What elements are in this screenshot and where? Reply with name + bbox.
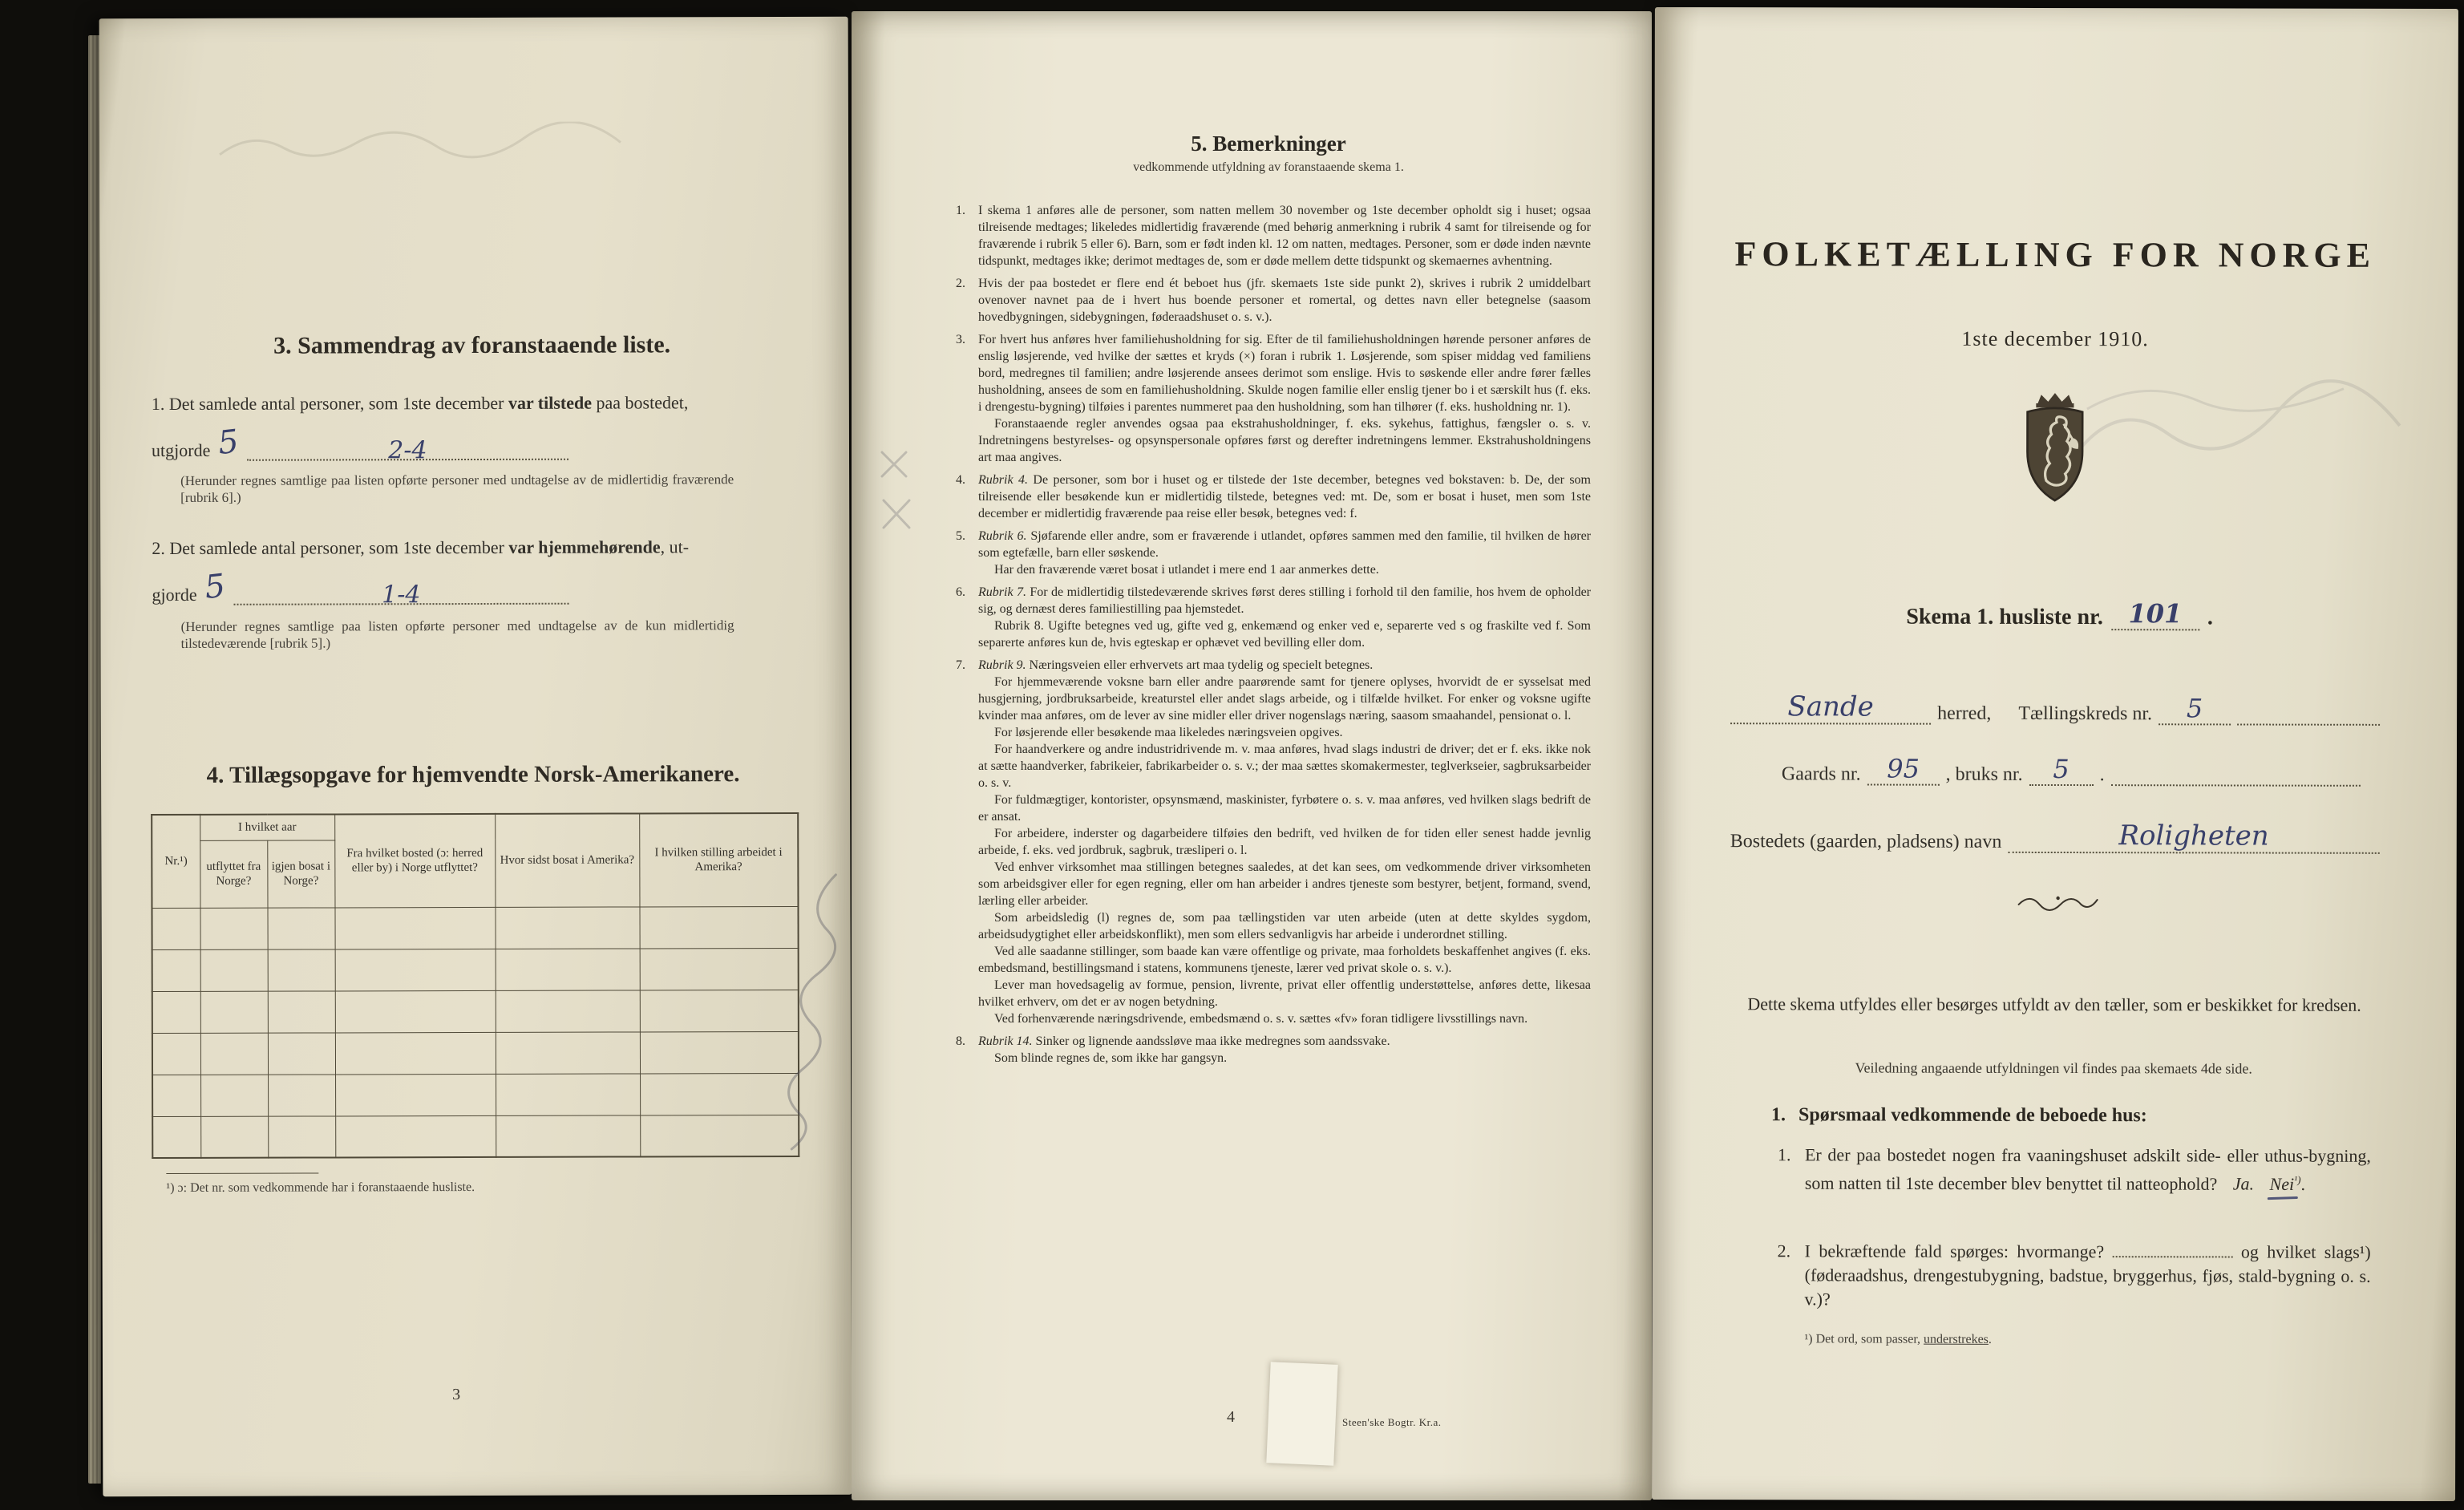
bruk-label: , bruks nr. — [1945, 763, 2023, 785]
handwritten-total-1: 5 — [216, 423, 241, 463]
summary-item-1-bold: var tilstede — [508, 392, 593, 413]
printer-imprint: Steen'ske Bogtr. Kr.a. — [1342, 1416, 1442, 1428]
bemerkning-item-2 — [954, 275, 1591, 326]
item-subtext: For hjemmeværende voksne barn eller andre paarørende samt for tjenere oplyses, hvorvidt de er sysselsat med husgjerning, jordbruksarbeide, kreaturstel eller andet slags arbeide, og i tilfælde hvilket. For enker og voksne ugifte kvinder maa anføres, om de lever av sine midler eller driver nogenslags næring, saasom smaahandel, pensionat o. l. — [978, 675, 1591, 723]
left-page — [99, 17, 852, 1496]
item-subtext: Ved forhenværende næringsdrivende, embedsmænd o. s. v. sættes «fv» foran tidligere livsstillings navn. — [994, 1012, 1528, 1026]
summary-item-1-line1 — [152, 392, 793, 415]
handwritten-herred: Sande — [1787, 690, 1874, 723]
item-subtext: Rubrik 8. Ugifte betegnes ved ug, gifte ved g, enkemænd og enker ved e, separerte ved s og fraskilte ved f. Som separerte anføres kun de, hvis egteskap er ophævet ved bevilling eller dom. — [978, 619, 1591, 650]
guidance-note: Veiledning angaaende utfyldningen vil findes paa skemaets 4de side. — [1855, 1059, 2252, 1077]
fill-line — [1867, 754, 1940, 786]
handwritten-husliste-nr: 101 — [2128, 598, 2183, 630]
bleed-through-scribble — [2055, 361, 2408, 506]
bemerkning-item-7 — [954, 657, 1591, 1027]
table-row — [152, 948, 799, 991]
filled-by-note: Dette skema utfyldes eller besørges utfyldt av den tæller, som er beskikket for kredsen. — [1747, 994, 2361, 1015]
bemerkning-item-1 — [954, 202, 1591, 269]
item-number: 4. — [956, 473, 965, 487]
bemerkning-item-8 — [954, 1033, 1591, 1067]
bemerkning-item-6 — [954, 584, 1591, 651]
item-subtext: Foranstaaende regler anvendes ogsaa paa ekstrahusholdninger, f. eks. sykehus, fattighus, fængsler o. s. v. Indretningens bestyrelses- og opsynspersonale opføres først og derefter indretningens lemmer. Ekstrahusholdningens art maa angives. — [978, 417, 1591, 464]
handwritten-total-2: 5 — [203, 567, 228, 607]
questions-heading-number: 1. — [1771, 1104, 1786, 1126]
item-number: 2. — [956, 277, 965, 290]
handwritten-underline — [2267, 1196, 2297, 1200]
paper-scrap — [1266, 1362, 1337, 1466]
table-row — [152, 1115, 799, 1158]
questions-heading-text: Spørsmaal vedkommende de beboede hus: — [1798, 1104, 2147, 1127]
question-2-text-2: og hvilket slags¹) — [2240, 1241, 2371, 1262]
item-lead: Rubrik 14. — [978, 1034, 1036, 1048]
norsk-amerikanere-table — [151, 812, 799, 1159]
summary-item-2-bold: var hjemmehørende — [508, 536, 661, 557]
question-1 — [1777, 1143, 2371, 1196]
item-number: 7. — [956, 658, 965, 672]
col-header-last: Hvor sidst bosat i Amerika? — [495, 813, 639, 906]
page-number-middle: 4 — [1227, 1408, 1235, 1426]
flourish-divider — [2014, 892, 2102, 913]
bleed-through-scribble — [212, 121, 661, 170]
item-number: 6. — [956, 585, 965, 599]
col-header-back: igjen bosat i Norge? — [267, 840, 334, 907]
col-header-position: I hvilken stilling arbeidet i Amerika? — [639, 813, 798, 907]
item-subtext: Lever man hovedsagelig av formue, pension, livrente, privat eller offentlig understøttelse, anføres dette, likesaa hvilket erhverv, om det er av nogen betydning. — [978, 978, 1591, 1009]
summary-item-1-note: (Herunder regnes samtlige paa listen opførte personer med undtagelse av de midlertidig fraværende [rubrik 6].) — [180, 472, 734, 505]
question-2-text-1: I bekræftende fald spørges: hvormange? — [1804, 1241, 2105, 1262]
item-lead: Rubrik 4. — [978, 473, 1034, 487]
bemerkninger-subtitle: vedkommende utfyldning av foranstaaende skema 1. — [1133, 160, 1404, 174]
middle-page — [852, 11, 1652, 1500]
tellingskreds-label: Tællingskreds nr. — [2018, 702, 2153, 725]
table-row — [152, 1073, 799, 1116]
col-group-year: I hvilket aar — [200, 814, 334, 840]
fill-line — [233, 581, 568, 609]
item-subtext: For haandverkere og andre industridrivende m. v. maa anføres, hvad slags industri de driver; det er f. eks. ikke nok at sætte haandverker, fabrikeier, fabrikarbeider o. s. v.; der maa sættes skomakermester, teglverkseier, sagbruksarbeider o. s. v. — [978, 743, 1591, 790]
pencil-marks — [874, 444, 922, 540]
question-2-number: 2. — [1777, 1241, 1791, 1261]
questions-heading — [1771, 1104, 2147, 1127]
fill-line — [2008, 820, 2380, 854]
question-2-text-3: (føderaadshus, drengestubygning, badstue, bryggerhus, fjøs, stald-bygning o. s. v.)? — [1804, 1265, 2371, 1310]
item-text: For de midlertidig tilstedeværende skrives først deres stilling i forhold til den familie, hos hvem de opholder sig, og dernæst deres familiestilling paa hjemstedet. — [978, 585, 1591, 616]
table-row — [152, 906, 798, 949]
period: . — [2099, 764, 2105, 786]
herred-line — [1730, 690, 2380, 726]
item-number: 1. — [956, 204, 965, 217]
summary-item-1-line2 — [151, 423, 568, 465]
item-subtext: For løsjerende eller besøkende maa likeledes næringsveien opgives. — [994, 726, 1343, 739]
handwritten-gaard-nr: 95 — [1887, 753, 1920, 784]
item-lead: Rubrik 7. — [978, 585, 1030, 599]
summary-item-1-label: utgjorde — [151, 439, 211, 461]
summary-item-2-note: (Herunder regnes samtlige paa listen opførte personer med undtagelse av de kun midlertidig tilstedeværende [rubrik 5].) — [180, 617, 734, 651]
bemerkning-item-3 — [954, 331, 1591, 466]
census-date: 1ste december 1910. — [1961, 326, 2149, 351]
question-1-text: Er der paa bostedet nogen fra vaaningshuset adskilt side- eller uthus-bygning, som natten til 1ste december blev benyttet til natteophold? — [1804, 1144, 2371, 1194]
item-subtext: Har den fraværende været bosat i utlandet i mere end 1 aar anmerkes dette. — [994, 563, 1379, 577]
section3-title: 3. Sammendrag av foranstaaende liste. — [273, 331, 671, 359]
col-header-from: Fra hvilket bosted (ɔ: herred eller by) i Norge utflyttet? — [334, 814, 495, 908]
herred-label: herred, — [1937, 702, 1992, 724]
item-text: I skema 1 anføres alle de personer, som natten mellem 30 november og 1ste december opholdt sig i huset; ogsaa tilreisende medtages; likeledes midlertidig fraværende (med behørig anmerkning i rubrik 4 samt for tilreisende og for fraværende i rubrik 5 eller 6). Barn, som er født inden kl. 12 om natten, medtages. Personer, som er døde inden nævnte tidspunkt, medtages ikke; derimot medtages de, som er døde mellem dette tidspunkt og skemaernes avhentning. — [978, 204, 1591, 268]
item-lead: Rubrik 9. — [978, 658, 1030, 672]
bosted-line — [1730, 819, 2380, 854]
bemerkning-item-4 — [954, 472, 1591, 522]
bemerkninger-list — [954, 202, 1591, 1072]
item-subtext: Som arbeidsledig (l) regnes de, som paa tællingstiden var uten arbeide (uten at dette skyldes sygdom, arbeidsudygtighet eller arbeidskonflikt), men som ellers sedvanligvis har arbeide i underordnet stilling. — [978, 911, 1591, 941]
question-2 — [1777, 1239, 2371, 1312]
table-row — [152, 990, 799, 1033]
section4-title: 4. Tillægsopgave for hjemvendte Norsk-Amerikanere. — [206, 761, 740, 788]
skema-label: Skema 1. husliste nr. — [1906, 604, 2103, 630]
item-number: 3. — [956, 333, 965, 346]
fill-line — [2159, 693, 2231, 725]
summary-item-2-pre: 2. Det samlede antal personer, som 1ste december — [152, 536, 509, 559]
summary-item-2-label: gjorde — [152, 584, 197, 605]
summary-item-1-pre: 1. Det samlede antal personer, som 1ste december — [151, 392, 508, 415]
item-lead: Rubrik 6. — [978, 529, 1031, 543]
col-header-out: utflyttet fra Norge? — [200, 840, 267, 908]
fill-line — [2237, 723, 2380, 725]
item-subtext: Ved alle saadanne stillinger, som baade kan være offentlige og private, maa forholdets beskaffenhet angives (f. eks. embedsmand, bestillingsmand i statens, kommunens tjeneste, lærer ved privat skole o. s. v.). — [978, 945, 1591, 975]
table-row — [152, 1031, 799, 1075]
answer-nei: Nei$^{^1)}$ — [2270, 1168, 2301, 1196]
item-text: Næringsveien eller erhvervets art maa tydelig og specielt betegnes. — [1029, 658, 1374, 672]
skema-husliste-line — [1906, 598, 2213, 631]
summary-item-2-line2 — [152, 567, 568, 609]
table-footnote: ¹) ɔ: Det nr. som vedkommende har i foranstaaende husliste. — [166, 1180, 475, 1196]
summary-item-2-post: , ut- — [660, 536, 690, 557]
item-text: Sinker og lignende aandssløve maa ikke medregnes som aandssvake. — [1035, 1034, 1390, 1048]
pencil-scribble — [779, 867, 857, 1156]
item-subtext: For fuldmægtiger, kontorister, opsynsmænd, maskinister, fyrbøtere o. s. v. maa anføres, ved hvilken slags bedrift de er ansat. — [978, 793, 1591, 824]
item-number: 8. — [956, 1034, 965, 1048]
bemerkninger-header — [948, 132, 1589, 175]
summary-item-1-post: paa bostedet, — [591, 392, 689, 413]
fill-line — [2111, 784, 2361, 787]
period: . — [2300, 1173, 2306, 1194]
item-subtext: Som blinde regnes de, som ikke har gangsyn. — [994, 1051, 1228, 1065]
handwritten-kreds-nr: 5 — [2186, 693, 2203, 724]
item-text: De personer, som bor i huset og er tilstede der 1ste december, betegnes ved bokstaven: b. De, der som tilreisende eller besøkende kun er midlertidig tilstede, betegnes ved: mt. De, som er bosat i huset, men som 1ste december er midlertidig fraværende paa reise eller besøk, betegnes ved: f. — [978, 473, 1591, 520]
handwritten-bruk-nr: 5 — [2053, 753, 2070, 785]
item-subtext: For arbeidere, inderster og dagarbeidere tilføies den bedrift, ved hvilken de for tiden eller senest hadde jevnlig arbeide, f. eks. ved jordbruk, sagbruk, træsliperi o. l. — [978, 827, 1591, 857]
col-header-nr: Nr.¹) — [152, 815, 200, 908]
fill-line — [2029, 754, 2094, 786]
footnote-rule — [166, 1173, 318, 1174]
bosted-label: Bostedets (gaarden, pladsens) navn — [1730, 831, 2002, 852]
census-title: FOLKETÆLLING FOR NORGE — [1734, 234, 2377, 275]
item-text: Sjøfarende eller andre, som er fraværende i utlandet, opføres sammen med den familie, til hvilken de hører som egtefælle, barn eller søskende. — [978, 529, 1591, 560]
item-number: 5. — [956, 529, 965, 543]
item-subtext: Ved enhver virksomhet maa stillingen betegnes saaledes, at det kan sees, om vedkommende driver virksomheten som arbeidsgiver eller for egen regning, eller om han arbeider i andres tjeneste som bestyrer, betjent, formand, svend, lærling eller arbeider. — [978, 860, 1591, 908]
fill-line — [2113, 1246, 2233, 1257]
item-text: For hvert hus anføres hver familiehusholdning for sig. Efter de til familiehusholdningen hørende personer anføres de enslig løsjerende, ved hvilke der sættes et kryds (×) foran i rubrik 1. Løsjerende, som spiser middag ved familiens bord, medregnes til familien; andre løsjerende ansees derimot som enslige. Hvis to søskende eller andre fører fælles husholdning, ansees de som en familiehusholdning. Skulde nogen familie eller enslig tjener bo i et særskilt hus (f. eks. i drengestu-bygning) tilføies i parentes nummeret paa den husholdning, som han tilhører (f. eks. husholdning nr. 1). — [978, 333, 1591, 414]
handwritten-detail-2: 1-4 — [382, 581, 421, 609]
answer-ja: Ja. — [2232, 1173, 2255, 1194]
item-text: Hvis der paa bostedet er flere end ét beboet hus (jfr. skemaets 1ste side punkt 2), skrives i rubrik 2 umiddelbart ovenover navnet paa de i hvert hus boende personer et romertal, og dettes navn eller betegnelse (saasom hovedbygningen, sidebygningen, føderaadshuset o. s. v.). — [978, 277, 1591, 324]
coat-of-arms-norway — [2012, 391, 2098, 512]
bemerkninger-title: 5. Bemerkninger — [1191, 132, 1346, 156]
summary-item-2-line1 — [152, 536, 793, 559]
right-page-footnote: ¹) Det ord, som passer, understrekes. — [1804, 1332, 1992, 1346]
right-page — [1652, 7, 2458, 1501]
fill-line — [1730, 690, 1931, 725]
gaard-bruk-line — [1782, 753, 2361, 787]
page-number-left: 3 — [452, 1386, 461, 1404]
question-1-number: 1. — [1777, 1144, 1791, 1165]
handwritten-detail-1: 2-4 — [388, 436, 427, 465]
gaard-label: Gaards nr. — [1781, 763, 1861, 785]
handwritten-bosted: Roligheten — [2118, 820, 2269, 852]
fill-line — [247, 436, 568, 465]
bemerkning-item-5 — [954, 528, 1591, 578]
fill-line — [2111, 598, 2199, 630]
period: . — [2207, 605, 2213, 630]
